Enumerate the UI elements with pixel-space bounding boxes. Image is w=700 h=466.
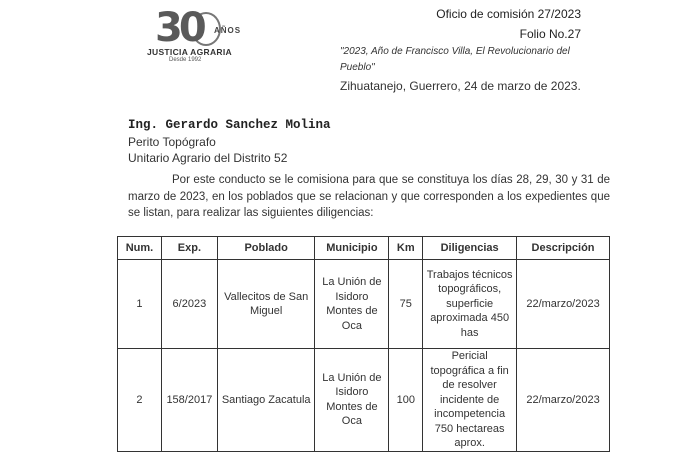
addressee-name: Ing. Gerardo Sanchez Molina — [128, 118, 331, 132]
motto: "2023, Año de Francisco Villa, El Revolucionario del Pueblo" — [340, 46, 570, 73]
logo-org: JUSTICIA AGRARIA — [147, 47, 232, 57]
addressee-office: Unitario Agrario del Distrito 52 — [128, 151, 288, 165]
cell-poblado: Santiago Zacatula — [217, 349, 315, 452]
cell-exp: 158/2017 — [161, 349, 217, 452]
column-header: Diligencias — [423, 237, 517, 260]
cell-km: 75 — [389, 260, 423, 349]
cell-diligencias: Pericial topográfica a fin de resolver incidente de incompetencia 750 hectareas aprox. — [423, 349, 517, 452]
place-date: Zihuatanejo, Guerrero, 24 de marzo de 2023. — [340, 79, 581, 93]
cell-municipio: La Unión de Isidoro Montes de Oca — [315, 260, 389, 349]
diligencias-table — [117, 236, 610, 452]
logo-since: Desde 1992 — [169, 57, 202, 63]
logo-number: 30 — [155, 5, 203, 51]
column-header: Km — [389, 237, 423, 260]
column-header: Num. — [118, 237, 162, 260]
cell-km: 100 — [389, 349, 423, 452]
cell-num: 2 — [118, 349, 162, 452]
column-header: Descripción — [517, 237, 610, 260]
justicia-agraria-logo — [147, 6, 257, 68]
logo-years: AÑOS — [214, 26, 242, 35]
addressee-role: Perito Topógrafo — [128, 135, 216, 149]
cell-descripcion: 22/marzo/2023 — [517, 349, 610, 452]
cell-exp: 6/2023 — [161, 260, 217, 349]
column-header: Municipio — [315, 237, 389, 260]
column-header: Poblado — [217, 237, 315, 260]
cell-poblado: Vallecitos de San Miguel — [217, 260, 315, 349]
column-header: Exp. — [161, 237, 217, 260]
cell-diligencias: Trabajos técnicos topográficos, superficie aproximada 450 has — [423, 260, 517, 349]
body-paragraph: Por este conducto se le comisiona para que se constituya los días 28, 29, 30 y 31 de marzo de 2023, en los poblados que se relacionan y que corresponden a los expedientes que se listan, para realizar las siguientes diligencias: — [128, 174, 610, 219]
cell-num: 1 — [118, 260, 162, 349]
folio-number: Folio No.27 — [519, 27, 581, 41]
cell-descripcion: 22/marzo/2023 — [517, 260, 610, 349]
cell-municipio: La Unión de Isidoro Montes de Oca — [315, 349, 389, 452]
table-row — [118, 260, 610, 349]
oficio-number: Oficio de comisión 27/2023 — [436, 7, 581, 21]
table-header-row — [118, 237, 610, 260]
table-row — [118, 349, 610, 452]
